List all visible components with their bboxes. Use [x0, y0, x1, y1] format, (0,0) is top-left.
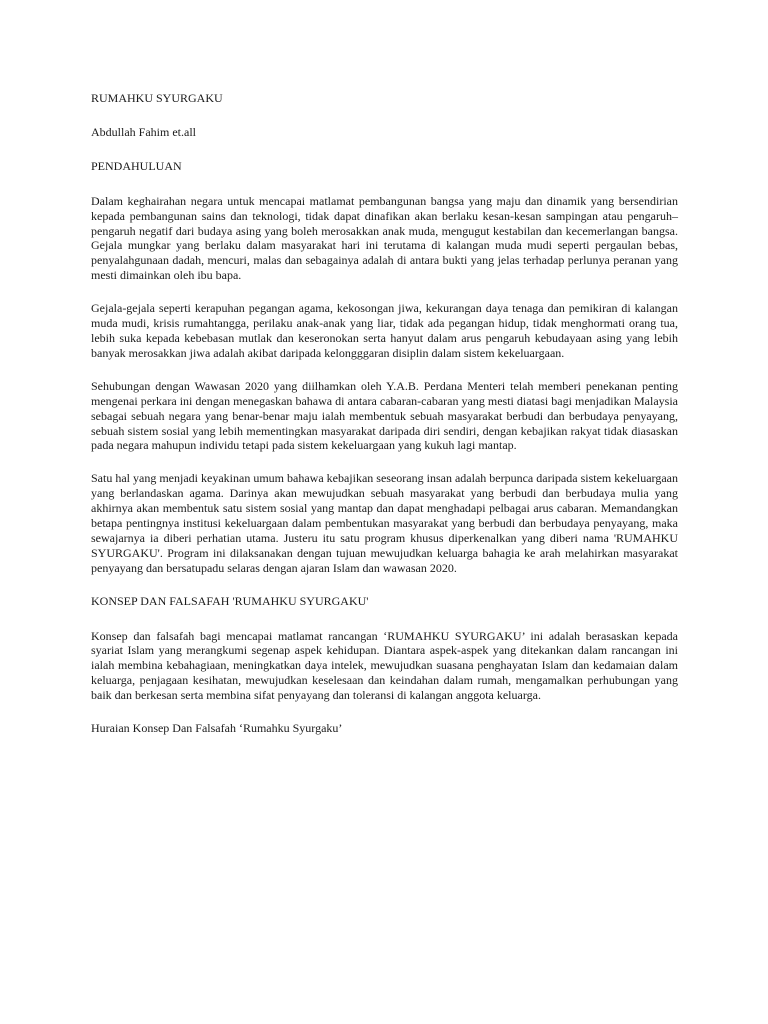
section-heading-pendahuluan: PENDAHULUAN — [91, 158, 182, 173]
subsection-heading-huraian: Huraian Konsep Dan Falsafah ‘Rumahku Syurgaku’ — [91, 721, 343, 736]
paragraph-intro-2: Gejala-gejala seperti kerapuhan pegangan agama, kekosongan jiwa, kekurangan daya tenaga dan pemikiran di kalangan muda mudi, krisis rumahtangga, perilaku anak-anak yang liar, tidak ada pegangan hidup, tidak menghormati orang tua, lebih suka kepada kebebasan mutlak dan keseronokan serta hanyut dalam arus pengaruh kebudayaan asing yang lebih banyak merosakkan jiwa adalah akibat daripada kelongggaran disiplin dalam sistem kekeluargaan. — [91, 301, 678, 360]
document-author: Abdullah Fahim et.all — [91, 124, 196, 139]
document-content — [91, 91, 678, 755]
section-heading-konsep: KONSEP DAN FALSAFAH 'RUMAHKU SYURGAKU' — [91, 593, 369, 608]
paragraph-intro-4: Satu hal yang menjadi keyakinan umum bahawa kebajikan seseorang insan adalah berpunca daripada sistem kekeluargaan yang berlandaskan agama. Darinya akan mewujudkan sebuah masyarakat yang berbudi dan berbudaya mulia yang akhirnya akan membentuk satu sistem sosial yang mantap dan dapat menghadapi pelbagai arus cabaran. Memandangkan betapa pentingnya institusi kekeluargaan dalam pembentukan masyarakat yang berbudi dan berbudaya penyayang, maka sewajarnya ia diberi perhatian utama. Justeru itu satu program khusus diperkenalkan yang diberi nama 'RUMAHKU SYURGAKU'. Program ini dilaksanakan dengan tujuan mewujudkan keluarga bahagia ke arah melahirkan masyarakat penyayang dan bersatupadu selaras dengan ajaran Islam dan wawasan 2020. — [91, 471, 678, 575]
paragraph-intro-3: Sehubungan dengan Wawasan 2020 yang diilhamkan oleh Y.A.B. Perdana Menteri telah memberi penekanan penting mengenai perkara ini dengan menegaskan bahawa di antara cabaran-cabaran yang mesti diatasi bagi menjadikan Malaysia sebagai sebuah negara yang benar-benar maju ialah membentuk sebuah masyarakat berbudi dan berbudaya penyayang, sebuah sistem sosial yang lebih mementingkan masyarakat daripada diri sendiri, dengan kebajikan rakyat tidak diasaskan pada negara mahupun individu tetapi pada sistem kekeluargaan yang kukuh lagi mantap. — [91, 378, 678, 453]
paragraph-concept: Konsep dan falsafah bagi mencapai matlamat rancangan ‘RUMAHKU SYURGAKU’ ini adalah berasaskan kepada syariat Islam yang merangkumi segenap aspek kehidupan. Diantara aspek-aspek yang ditekankan dalam rancangan ini ialah membina kebahagiaan, meningkatkan daya intelek, mewujudkan suasana penghayatan Islam dan kedamaian dalam keluarga, penjagaan kesihatan, mewujudkan keselesaan dan keindahan dalam rumah, mengamalkan perhubungan yang baik dan berkesan serta membina sifat penyayang dan toleransi di kalangan anggota keluarga. — [91, 628, 678, 703]
paragraph-intro-1: Dalam keghairahan negara untuk mencapai matlamat pembangunan bangsa yang maju dan dinamik yang bersendirian kepada pembangunan sains dan teknologi, tidak dapat dinafikan akan berlaku kesan-kesan sampingan atau pengaruh–pengaruh negatif dari budaya asing yang boleh merosakkan anak muda, mengugut kestabilan dan kecemerlangan bangsa. Gejala mungkar yang berlaku dalam masyarakat hari ini terutama di kalangan muda mudi seperti pergaulan bebas, penyalahgunaan dadah, mencuri, malas dan sebagainya adalah di antara bukti yang jelas terhadap perlunya peranan yang mesti dimainkan oleh ibu bapa. — [91, 193, 678, 283]
document-title: RUMAHKU SYURGAKU — [91, 91, 223, 105]
